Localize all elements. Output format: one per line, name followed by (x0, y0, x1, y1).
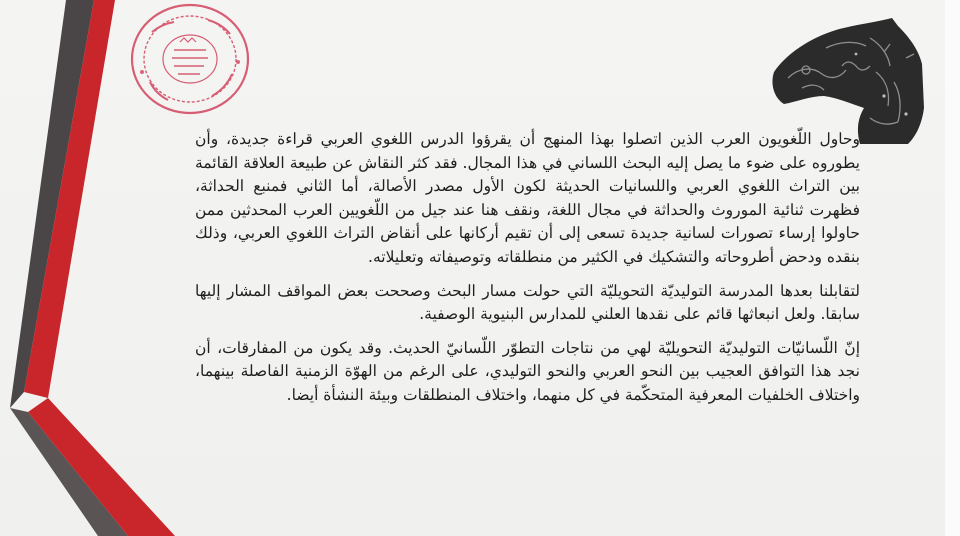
official-stamp (128, 2, 250, 116)
paragraph-1: وحاول اللّغويون العرب الذين اتصلوا بهذا المنهج أن يقرؤوا الدرس اللغوي العربي قراءة جديدة، وأن يطوروه على ضوء ما يصل إليه البحث اللساني في هذا المجال. فقد كثر النقاش عن طبيعة العلاقة القائمة بين التراث اللغوي العربي واللسانيات الحديثة لكون الأول مصدر الأصالة، أما الثاني فمنبع الحداثة، فظهرت ثنائية الموروث والحداثة في مجال اللغة، ونقف هنا عند جيل من اللّغويين العرب المحدثين ممن حاولوا إرساء تصورات لسانية جديدة تسعى إلى أن تقيم أركانها على أنقاض التراث اللغوي العربي، وذلك بنقده ودحض أطروحاته والتشكيك في الكثير من منطلقاته وتوصيفاته وتعليلاته. (195, 130, 860, 266)
paragraph-3: إنّ اللّسانيّات التوليديّة التحويليّة لهي من نتاجات التطوّر اللّسانيّ الحديث. وقد يكون من المفارقات، أن نجد هذا التوافق العجيب بين النحو العربي والنحو التوليدي، على الرغم من الهوّة الزمنية الفاصلة بينهما، واختلاف الخلفيات المعرفية المتحكّمة في كل منهما، واختلاف المنطلقات وبيئة النشأة أيضا. (195, 338, 860, 404)
calligraphy-horse-emblem (766, 18, 926, 146)
right-edge-strip (945, 0, 960, 536)
paragraph-2: لتقابلنا بعدها المدرسة التوليديّة التحويليّة التي حولت مسار البحث وصححت بعض المواقف المشار إليها سابقا. ولعل انبعاثها قائم على نقدها العلني للمدارس البنيوية الوصفية. (195, 281, 860, 324)
document-body (195, 128, 860, 408)
